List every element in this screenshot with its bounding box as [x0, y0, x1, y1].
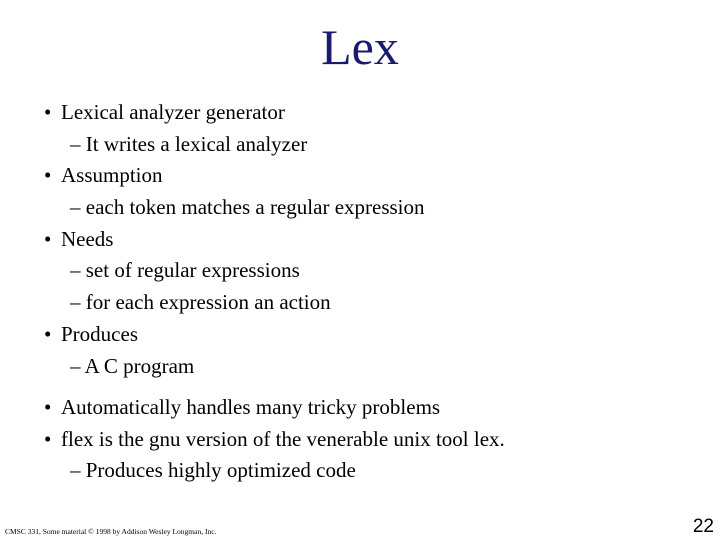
- bullet-item: [44, 224, 704, 256]
- bullet-dot-icon: •: [44, 321, 52, 346]
- sub-bullet-item: – Produces highly optimized code: [70, 458, 356, 483]
- bullet-item: [44, 160, 704, 192]
- footer-copyright: CMSC 331, Some material © 1998 by Addison Wesley Longman, Inc.: [5, 527, 217, 536]
- sub-bullet-item: – set of regular expressions: [70, 258, 300, 283]
- slide-number: 22: [692, 516, 714, 537]
- bullet-text: Lexical analyzer generator: [61, 100, 285, 124]
- bullet-dot-icon: •: [44, 226, 52, 251]
- bullet-dot-icon: •: [44, 426, 52, 451]
- bullet-dot-icon: •: [44, 100, 52, 124]
- sub-bullet-item: – each token matches a regular expression: [70, 195, 425, 220]
- slide-title: Lex: [321, 19, 399, 75]
- bullet-text: Produces: [61, 321, 138, 346]
- bullet-item: [44, 97, 704, 129]
- bullet-list-extra: [44, 392, 704, 487]
- bullet-text: Assumption: [61, 163, 163, 188]
- bullet-text: Needs: [61, 226, 114, 251]
- bullet-item: [44, 424, 704, 456]
- sub-bullet-item: – It writes a lexical analyzer: [70, 131, 308, 156]
- sub-bullet-item: – for each expression an action: [70, 290, 331, 315]
- sub-bullet-item: – A C program: [70, 353, 195, 378]
- bullet-text: flex is the gnu version of the venerable unix tool lex.: [61, 426, 505, 451]
- bullet-item: [44, 392, 704, 424]
- bullet-dot-icon: •: [44, 395, 52, 419]
- bullet-item: [44, 319, 704, 351]
- bullet-list-main: [44, 97, 704, 382]
- bullet-text: Automatically handles many tricky problems: [61, 395, 441, 419]
- bullet-dot-icon: •: [44, 163, 52, 188]
